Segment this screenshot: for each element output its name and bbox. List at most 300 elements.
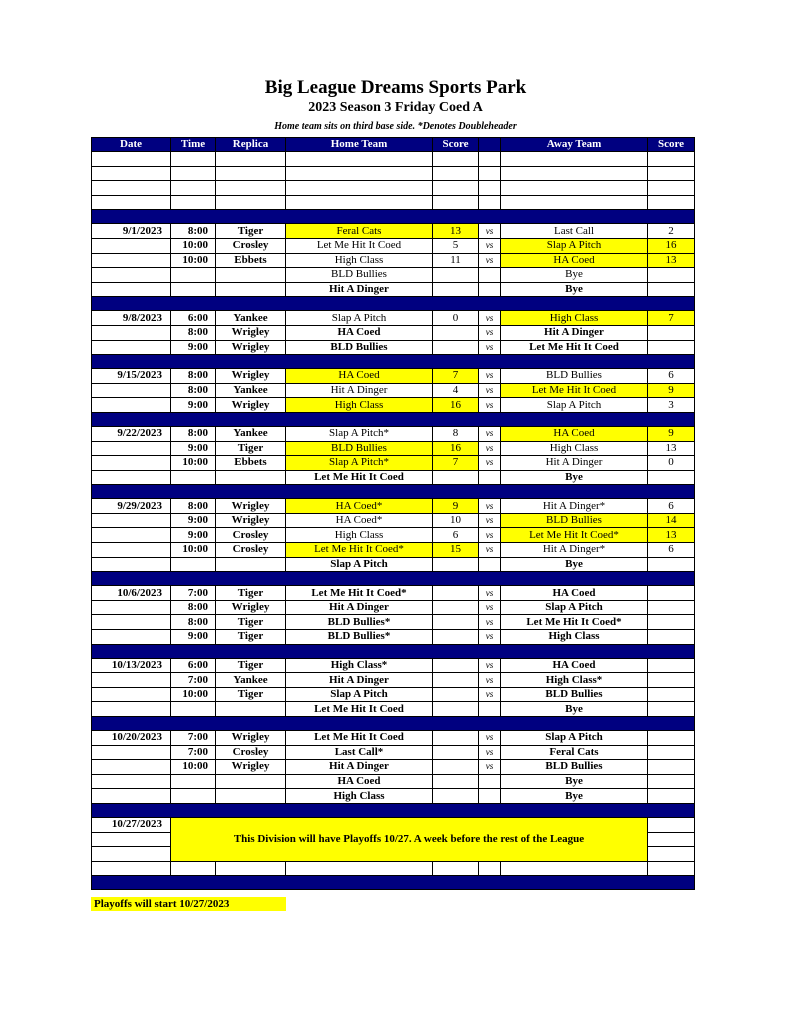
game-row xyxy=(92,253,695,268)
home-score-cell xyxy=(433,687,479,702)
game-row xyxy=(92,282,695,297)
date-cell: 10/13/2023 xyxy=(92,658,171,673)
game-row xyxy=(92,658,695,673)
home-score-cell: 7 xyxy=(433,456,479,471)
game-row xyxy=(92,789,695,804)
time-cell: 8:00 xyxy=(171,383,216,398)
away-score-cell xyxy=(648,687,695,702)
date-cell xyxy=(92,543,171,558)
home-team-cell: Hit A Dinger xyxy=(286,383,433,398)
away-team-cell: Feral Cats xyxy=(501,745,648,760)
vs-cell: vs xyxy=(479,456,501,471)
time-cell: 8:00 xyxy=(171,426,216,441)
week-separator xyxy=(92,485,695,499)
time-cell: 8:00 xyxy=(171,600,216,615)
away-team-cell: Slap A Pitch xyxy=(501,731,648,746)
time-cell xyxy=(171,470,216,485)
replica-cell: Tiger xyxy=(216,630,286,645)
replica-cell: Wrigley xyxy=(216,600,286,615)
away-score-cell: 6 xyxy=(648,499,695,514)
replica-cell: Tiger xyxy=(216,687,286,702)
date-cell xyxy=(92,702,171,717)
empty-cell xyxy=(433,195,479,210)
replica-cell: Wrigley xyxy=(216,731,286,746)
vs-cell: vs xyxy=(479,615,501,630)
time-cell: 7:00 xyxy=(171,673,216,688)
time-cell: 9:00 xyxy=(171,528,216,543)
replica-cell: Tiger xyxy=(216,224,286,239)
game-row xyxy=(92,340,695,355)
away-score-cell xyxy=(648,673,695,688)
date-cell: 9/29/2023 xyxy=(92,499,171,514)
time-cell: 6:00 xyxy=(171,658,216,673)
date-cell xyxy=(92,528,171,543)
playoff-week-row xyxy=(92,817,695,832)
date-cell xyxy=(92,745,171,760)
empty-cell xyxy=(433,152,479,167)
away-score-cell: 13 xyxy=(648,253,695,268)
home-team-cell: High Class xyxy=(286,398,433,413)
home-team-cell: Let Me Hit It Coed xyxy=(286,702,433,717)
away-score-cell: 13 xyxy=(648,528,695,543)
vs-cell: vs xyxy=(479,687,501,702)
vs-cell: vs xyxy=(479,383,501,398)
away-team-cell: HA Coed xyxy=(501,426,648,441)
date-cell xyxy=(92,238,171,253)
home-team-cell: HA Coed* xyxy=(286,499,433,514)
separator-bar xyxy=(92,717,695,731)
blank-row xyxy=(92,181,695,196)
game-row xyxy=(92,499,695,514)
separator-bar xyxy=(92,876,695,890)
away-team-cell: Last Call xyxy=(501,224,648,239)
home-score-cell: 16 xyxy=(433,441,479,456)
home-score-cell xyxy=(433,325,479,340)
replica-cell xyxy=(216,557,286,572)
date-cell xyxy=(92,513,171,528)
date-cell: 9/8/2023 xyxy=(92,311,171,326)
empty-cell xyxy=(648,195,695,210)
away-score-cell xyxy=(648,774,695,789)
vs-cell: vs xyxy=(479,253,501,268)
away-team-cell: Slap A Pitch xyxy=(501,238,648,253)
vs-cell: vs xyxy=(479,499,501,514)
replica-cell: Ebbets xyxy=(216,456,286,471)
empty-cell xyxy=(479,181,501,196)
away-team-cell: Bye xyxy=(501,470,648,485)
vs-cell: vs xyxy=(479,658,501,673)
away-score-cell: 9 xyxy=(648,383,695,398)
game-row xyxy=(92,630,695,645)
header-vs xyxy=(479,138,501,152)
home-score-cell xyxy=(433,731,479,746)
page-title: Big League Dreams Sports Park xyxy=(264,77,527,98)
empty-cell xyxy=(286,152,433,167)
game-row xyxy=(92,369,695,384)
home-team-cell: HA Coed xyxy=(286,369,433,384)
separator-bar xyxy=(92,644,695,658)
vs-cell: vs xyxy=(479,325,501,340)
home-score-cell: 15 xyxy=(433,543,479,558)
empty-cell xyxy=(171,181,216,196)
vs-cell: vs xyxy=(479,340,501,355)
time-cell: 10:00 xyxy=(171,687,216,702)
date-cell xyxy=(92,441,171,456)
away-team-cell: High Class* xyxy=(501,673,648,688)
away-score-cell: 16 xyxy=(648,238,695,253)
home-team-cell: HA Coed xyxy=(286,325,433,340)
away-score-cell: 9 xyxy=(648,426,695,441)
separator-bar xyxy=(92,485,695,499)
replica-cell xyxy=(216,774,286,789)
home-score-cell xyxy=(433,615,479,630)
time-cell: 9:00 xyxy=(171,513,216,528)
empty-cell xyxy=(648,181,695,196)
replica-cell: Crosley xyxy=(216,543,286,558)
replica-cell: Wrigley xyxy=(216,340,286,355)
replica-cell: Wrigley xyxy=(216,325,286,340)
away-score-cell: 3 xyxy=(648,398,695,413)
game-row xyxy=(92,398,695,413)
home-score-cell: 0 xyxy=(433,311,479,326)
away-score-cell xyxy=(648,268,695,283)
away-team-cell: HA Coed xyxy=(501,658,648,673)
time-cell: 9:00 xyxy=(171,630,216,645)
blank-row xyxy=(92,861,695,876)
away-team-cell: Hit A Dinger xyxy=(501,456,648,471)
time-cell: 7:00 xyxy=(171,745,216,760)
game-row xyxy=(92,426,695,441)
date-cell xyxy=(92,760,171,775)
replica-cell: Yankee xyxy=(216,673,286,688)
game-row xyxy=(92,615,695,630)
home-score-cell xyxy=(433,673,479,688)
separator-bar xyxy=(92,355,695,369)
empty-cell xyxy=(501,152,648,167)
away-team-cell: Let Me Hit It Coed* xyxy=(501,528,648,543)
vs-cell: vs xyxy=(479,543,501,558)
empty-cell xyxy=(286,195,433,210)
date-cell xyxy=(92,253,171,268)
header-replica: Replica xyxy=(216,138,286,152)
away-score-cell xyxy=(648,470,695,485)
empty-cell xyxy=(479,195,501,210)
date-cell xyxy=(92,673,171,688)
home-team-cell: Feral Cats xyxy=(286,224,433,239)
away-team-cell: Let Me Hit It Coed* xyxy=(501,615,648,630)
home-score-cell xyxy=(433,282,479,297)
home-score-cell: 13 xyxy=(433,224,479,239)
date-cell: 9/1/2023 xyxy=(92,224,171,239)
vs-cell xyxy=(479,774,501,789)
home-score-cell xyxy=(433,745,479,760)
vs-cell xyxy=(479,702,501,717)
date-cell xyxy=(92,398,171,413)
game-row xyxy=(92,528,695,543)
time-cell: 6:00 xyxy=(171,311,216,326)
home-score-cell xyxy=(433,789,479,804)
away-score-cell: 6 xyxy=(648,543,695,558)
game-row xyxy=(92,268,695,283)
home-score-cell: 7 xyxy=(433,369,479,384)
vs-cell xyxy=(479,557,501,572)
header-home-score: Score xyxy=(433,138,479,152)
game-row xyxy=(92,441,695,456)
replica-cell: Yankee xyxy=(216,426,286,441)
home-score-cell: 16 xyxy=(433,398,479,413)
away-score-cell xyxy=(648,702,695,717)
home-score-cell xyxy=(433,600,479,615)
playoffs-note: Playoffs will start 10/27/2023 xyxy=(91,897,286,911)
empty-cell xyxy=(479,166,501,181)
game-row xyxy=(92,311,695,326)
home-team-cell: HA Coed* xyxy=(286,513,433,528)
home-score-cell: 10 xyxy=(433,513,479,528)
away-team-cell: Bye xyxy=(501,774,648,789)
home-score-cell xyxy=(433,470,479,485)
week-separator xyxy=(92,297,695,311)
date-cell xyxy=(92,774,171,789)
home-team-cell: Slap A Pitch* xyxy=(286,456,433,471)
empty-cell xyxy=(501,861,648,876)
time-cell: 8:00 xyxy=(171,369,216,384)
time-cell: 8:00 xyxy=(171,325,216,340)
table-header-row xyxy=(92,138,695,152)
date-cell xyxy=(92,383,171,398)
header-home-team: Home Team xyxy=(286,138,433,152)
home-score-cell: 11 xyxy=(433,253,479,268)
away-score-cell: 13 xyxy=(648,441,695,456)
home-team-cell: BLD Bullies* xyxy=(286,615,433,630)
game-row xyxy=(92,673,695,688)
vs-cell: vs xyxy=(479,630,501,645)
home-score-cell: 4 xyxy=(433,383,479,398)
game-row xyxy=(92,383,695,398)
date-cell xyxy=(92,687,171,702)
home-score-cell: 5 xyxy=(433,238,479,253)
vs-cell: vs xyxy=(479,513,501,528)
vs-cell: vs xyxy=(479,311,501,326)
empty-cell xyxy=(479,861,501,876)
home-team-cell: Let Me Hit It Coed* xyxy=(286,543,433,558)
vs-cell xyxy=(479,268,501,283)
away-score-cell xyxy=(648,586,695,601)
home-team-cell: Let Me Hit It Coed xyxy=(286,470,433,485)
away-team-cell: BLD Bullies xyxy=(501,687,648,702)
home-score-cell xyxy=(433,760,479,775)
empty-cell xyxy=(648,832,695,847)
home-team-cell: Hit A Dinger xyxy=(286,673,433,688)
date-cell: 10/6/2023 xyxy=(92,586,171,601)
home-score-cell xyxy=(433,340,479,355)
time-cell: 10:00 xyxy=(171,760,216,775)
home-team-cell: HA Coed xyxy=(286,774,433,789)
date-cell xyxy=(92,268,171,283)
week-separator xyxy=(92,803,695,817)
replica-cell: Tiger xyxy=(216,658,286,673)
home-team-cell: Let Me Hit It Coed xyxy=(286,238,433,253)
week-separator xyxy=(92,572,695,586)
week-separator xyxy=(92,210,695,224)
date-cell xyxy=(92,789,171,804)
away-team-cell: Bye xyxy=(501,268,648,283)
date-cell: 10/20/2023 xyxy=(92,731,171,746)
vs-cell: vs xyxy=(479,600,501,615)
time-cell: 8:00 xyxy=(171,615,216,630)
away-team-cell: BLD Bullies xyxy=(501,513,648,528)
home-score-cell: 6 xyxy=(433,528,479,543)
empty-cell xyxy=(92,832,171,847)
vs-cell: vs xyxy=(479,224,501,239)
game-row xyxy=(92,224,695,239)
replica-cell xyxy=(216,282,286,297)
date-cell xyxy=(92,615,171,630)
home-team-cell: Slap A Pitch xyxy=(286,311,433,326)
separator-bar xyxy=(92,412,695,426)
vs-cell: vs xyxy=(479,586,501,601)
away-score-cell xyxy=(648,600,695,615)
vs-cell: vs xyxy=(479,398,501,413)
away-team-cell: BLD Bullies xyxy=(501,760,648,775)
empty-cell xyxy=(216,152,286,167)
empty-cell xyxy=(171,195,216,210)
header-away-team: Away Team xyxy=(501,138,648,152)
home-team-cell: BLD Bullies xyxy=(286,441,433,456)
empty-cell xyxy=(648,861,695,876)
replica-cell: Wrigley xyxy=(216,760,286,775)
page-subtitle: 2023 Season 3 Friday Coed A xyxy=(308,100,483,115)
game-row xyxy=(92,586,695,601)
home-team-cell: BLD Bullies xyxy=(286,340,433,355)
replica-cell: Yankee xyxy=(216,383,286,398)
replica-cell: Wrigley xyxy=(216,499,286,514)
away-score-cell xyxy=(648,658,695,673)
time-cell xyxy=(171,268,216,283)
schedule-table xyxy=(91,137,695,890)
empty-cell xyxy=(501,166,648,181)
vs-cell: vs xyxy=(479,238,501,253)
home-team-cell: Last Call* xyxy=(286,745,433,760)
replica-cell: Wrigley xyxy=(216,513,286,528)
empty-cell xyxy=(171,152,216,167)
empty-cell xyxy=(648,166,695,181)
blank-row xyxy=(92,166,695,181)
empty-cell xyxy=(92,181,171,196)
home-team-cell: Let Me Hit It Coed* xyxy=(286,586,433,601)
home-team-cell: Hit A Dinger xyxy=(286,282,433,297)
date-cell: 9/15/2023 xyxy=(92,369,171,384)
home-team-cell: Hit A Dinger xyxy=(286,600,433,615)
home-team-cell: BLD Bullies* xyxy=(286,630,433,645)
away-score-cell xyxy=(648,615,695,630)
empty-cell xyxy=(648,847,695,862)
empty-cell xyxy=(433,181,479,196)
home-team-cell: Slap A Pitch xyxy=(286,557,433,572)
away-team-cell: High Class xyxy=(501,441,648,456)
date-cell xyxy=(92,456,171,471)
away-team-cell: Bye xyxy=(501,282,648,297)
home-team-cell: High Class* xyxy=(286,658,433,673)
away-score-cell xyxy=(648,325,695,340)
away-score-cell: 2 xyxy=(648,224,695,239)
away-score-cell xyxy=(648,760,695,775)
empty-cell xyxy=(286,861,433,876)
replica-cell: Crosley xyxy=(216,745,286,760)
empty-cell xyxy=(92,847,171,862)
replica-cell xyxy=(216,470,286,485)
time-cell xyxy=(171,557,216,572)
separator-bar xyxy=(92,572,695,586)
game-row xyxy=(92,760,695,775)
empty-cell xyxy=(92,152,171,167)
game-row xyxy=(92,543,695,558)
empty-cell xyxy=(171,166,216,181)
replica-cell: Tiger xyxy=(216,615,286,630)
away-score-cell xyxy=(648,630,695,645)
home-score-cell: 9 xyxy=(433,499,479,514)
time-cell: 7:00 xyxy=(171,586,216,601)
time-cell: 10:00 xyxy=(171,238,216,253)
replica-cell: Crosley xyxy=(216,528,286,543)
date-cell xyxy=(92,282,171,297)
away-team-cell: Slap A Pitch xyxy=(501,398,648,413)
away-team-cell: HA Coed xyxy=(501,586,648,601)
game-row xyxy=(92,325,695,340)
away-score-cell xyxy=(648,282,695,297)
home-team-cell: High Class xyxy=(286,789,433,804)
replica-cell xyxy=(216,268,286,283)
time-cell: 10:00 xyxy=(171,543,216,558)
empty-cell xyxy=(216,181,286,196)
empty-cell xyxy=(286,166,433,181)
away-score-cell xyxy=(648,731,695,746)
away-team-cell: Hit A Dinger* xyxy=(501,543,648,558)
header-date: Date xyxy=(92,138,171,152)
week-separator xyxy=(92,876,695,890)
replica-cell xyxy=(216,789,286,804)
replica-cell: Wrigley xyxy=(216,398,286,413)
header-time: Time xyxy=(171,138,216,152)
away-score-cell: 7 xyxy=(648,311,695,326)
vs-cell: vs xyxy=(479,528,501,543)
time-cell: 10:00 xyxy=(171,253,216,268)
vs-cell: vs xyxy=(479,673,501,688)
time-cell xyxy=(171,702,216,717)
away-team-cell: HA Coed xyxy=(501,253,648,268)
division-playoff-note: This Division will have Playoffs 10/27. A week before the rest of the League xyxy=(171,817,648,861)
replica-cell: Crosley xyxy=(216,238,286,253)
away-team-cell: Hit A Dinger xyxy=(501,325,648,340)
date-cell xyxy=(92,630,171,645)
game-row xyxy=(92,238,695,253)
empty-cell xyxy=(92,195,171,210)
empty-cell xyxy=(92,166,171,181)
game-row xyxy=(92,470,695,485)
home-team-cell: High Class xyxy=(286,528,433,543)
game-row xyxy=(92,702,695,717)
week-separator xyxy=(92,412,695,426)
time-cell xyxy=(171,282,216,297)
away-score-cell: 6 xyxy=(648,369,695,384)
home-score-cell xyxy=(433,630,479,645)
week-separator xyxy=(92,644,695,658)
home-team-cell: Slap A Pitch* xyxy=(286,426,433,441)
empty-cell xyxy=(216,166,286,181)
empty-cell xyxy=(501,195,648,210)
blank-row xyxy=(92,195,695,210)
away-team-cell: High Class xyxy=(501,311,648,326)
home-score-cell xyxy=(433,586,479,601)
